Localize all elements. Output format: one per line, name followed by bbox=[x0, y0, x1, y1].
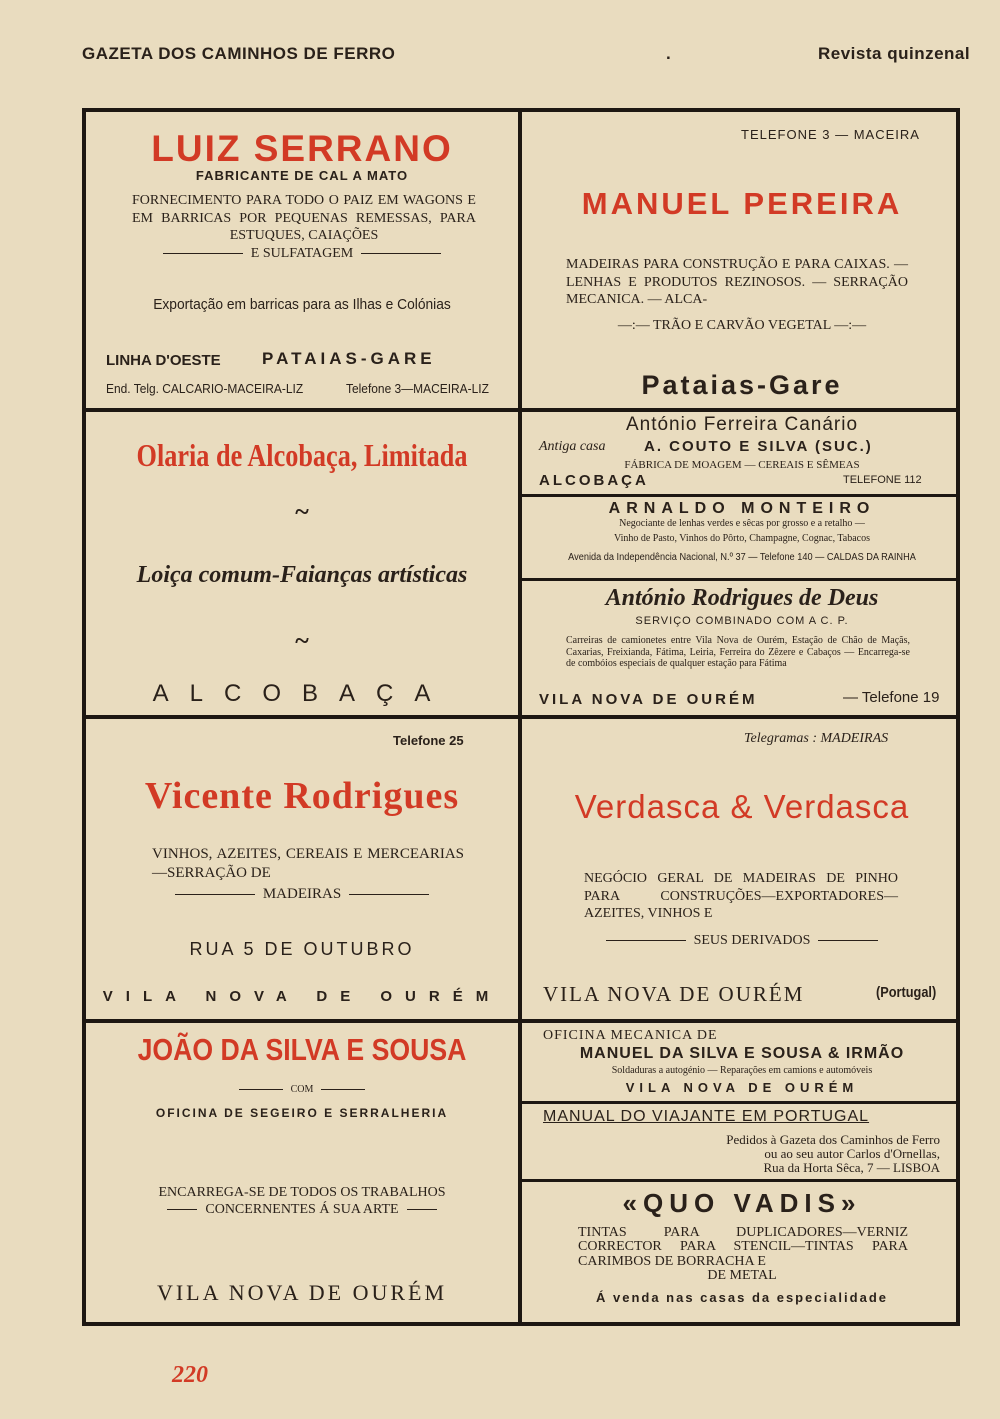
verdasca-country: (Portugal) bbox=[876, 984, 937, 1001]
deus-phone: — Telefone 19 bbox=[843, 689, 940, 706]
manual-line3: Rua da Horta Sêca, 7 — LISBOA bbox=[763, 1160, 940, 1175]
arnaldo-line1: Negociante de lenhas verdes e sêcas por grosso e a retalho — bbox=[619, 518, 865, 529]
canario-antiga: Antiga casa bbox=[539, 439, 606, 454]
manual-line2: ou ao seu autor Carlos d'Ornellas, bbox=[764, 1146, 940, 1161]
joao-com-row bbox=[96, 1084, 508, 1095]
canario-firm: A. COUTO E SILVA (SUC.) bbox=[644, 438, 873, 455]
page-number: 220 bbox=[172, 1362, 208, 1388]
verdasca-place: VILA NOVA DE OURÉM bbox=[543, 982, 805, 1006]
manual-line1: Pedidos à Gazeta dos Caminhos de Ferro bbox=[726, 1132, 940, 1147]
verdasca-telegram: Telegramas : MADEIRAS bbox=[744, 731, 889, 746]
vicente-place: VILA NOVA DE OURÉM bbox=[102, 988, 502, 1005]
arnaldo-name: ARNALDO MONTEIRO bbox=[608, 500, 876, 517]
luiz-serrano-export: Exportação em barricas para as Ilhas e Colónias bbox=[153, 296, 451, 313]
luiz-serrano-sub: FABRICANTE DE CAL A MATO bbox=[195, 168, 409, 183]
vicente-street: RUA 5 DE OUTUBRO bbox=[189, 939, 415, 959]
oficina-name: MANUEL DA SILVA E SOUSA & IRMÃO bbox=[579, 1045, 905, 1062]
manual-title: MANUAL DO VIAJANTE EM PORTUGAL bbox=[543, 1108, 870, 1125]
deus-sub: SERVIÇO COMBINADO COM A C. P. bbox=[635, 615, 849, 627]
manuel-pereira-body-last: —:— TRÃO E CARVÃO VEGETAL —:— bbox=[617, 318, 867, 333]
manuel-pereira-phone: TELEFONE 3 — MACEIRA bbox=[741, 127, 920, 142]
oficina-place: VILA NOVA DE OURÉM bbox=[625, 1080, 859, 1095]
arnaldo-line3: Avenida da Independência Nacional, N.º 37 — Telefone 140 — CALDAS DA RAINHA bbox=[568, 552, 916, 563]
joao-body2-row bbox=[96, 1202, 508, 1218]
row-divider-1 bbox=[84, 408, 958, 412]
canario-name: António Ferreira Canário bbox=[625, 414, 859, 435]
canario-desc: FÁBRICA DE MOAGEM — CEREAIS E SÊMEAS bbox=[624, 459, 860, 471]
luiz-serrano-telegraph: End. Telg. CALCARIO-MACEIRA-LIZ bbox=[106, 381, 304, 396]
quo-sale: Á venda nas casas da especialidade bbox=[595, 1290, 888, 1305]
joao-body1: ENCARREGA-SE DE TODOS OS TRABALHOS bbox=[158, 1185, 446, 1200]
row-divider-right-c bbox=[522, 1101, 958, 1104]
canario-phone: TELEFONE 112 bbox=[843, 474, 922, 486]
journal-title: GAZETA DOS CAMINHOS DE FERRO bbox=[82, 44, 396, 63]
quo-name: «QUO VADIS» bbox=[622, 1188, 862, 1218]
olaria-name: Olaria de Alcobaça, Limitada bbox=[136, 437, 468, 473]
vicente-phone: Telefone 25 bbox=[393, 733, 464, 748]
manuel-pereira-place: Pataias-Gare bbox=[641, 370, 843, 400]
luiz-serrano-body: FORNECIMENTO PARA TODO O PAIZ EM WAGONS E EM BARRICAS POR PEQUENAS REMESSAS, PARA ESTUQUES, CAIAÇÕES bbox=[132, 193, 476, 243]
verdasca-name: Verdasca & Verdasca bbox=[574, 788, 910, 825]
row-divider-3 bbox=[84, 1019, 958, 1023]
olaria-ornament-1: ~ bbox=[295, 497, 309, 526]
row-divider-right-d bbox=[522, 1179, 958, 1182]
manuel-pereira-body: MADEIRAS PARA CONSTRUÇÃO E PARA CAIXAS. — LENHAS E PRODUTOS REZINOSOS. — SERRAÇÃO MECANICA. — ALCA- bbox=[566, 257, 908, 307]
luiz-serrano-name: LUIZ SERRANO bbox=[151, 128, 453, 169]
deus-name: António Rodrigues de Deus bbox=[605, 585, 879, 611]
row-divider-right-a bbox=[522, 494, 958, 497]
verdasca-body-last: SEUS DERIVADOS bbox=[693, 933, 811, 948]
deus-place: VILA NOVA DE OURÉM bbox=[539, 691, 758, 708]
luiz-serrano-phone: Telefone 3—MACEIRA-LIZ bbox=[346, 381, 489, 396]
vicente-name: Vicente Rodrigues bbox=[144, 775, 460, 817]
luiz-serrano-station: PATAIAS-GARE bbox=[262, 349, 436, 368]
joao-body2: CONCERNENTES Á SUA ARTE bbox=[205, 1202, 399, 1217]
luiz-serrano-line: LINHA D'OESTE bbox=[106, 352, 221, 369]
vicente-body: VINHOS, AZEITES, CEREAIS E MERCEARIAS—SERRAÇÃO DE bbox=[152, 846, 464, 881]
row-divider-right-b bbox=[522, 578, 958, 581]
joao-name: JOÃO DA SILVA E SOUSA bbox=[137, 1032, 467, 1067]
olaria-place: ALCOBAÇA bbox=[152, 680, 452, 707]
canario-place: ALCOBAÇA bbox=[539, 472, 649, 489]
manuel-pereira-name: MANUEL PEREIRA bbox=[581, 186, 903, 221]
quo-body-last: DE METAL bbox=[707, 1268, 777, 1283]
header-dot: . bbox=[666, 44, 672, 63]
joao-place: VILA NOVA DE OURÉM bbox=[156, 1280, 448, 1305]
luiz-serrano-body-last: E SULFATAGEM bbox=[250, 246, 354, 261]
oficina-line1: OFICINA MECANICA DE bbox=[543, 1028, 718, 1043]
joao-com: COM bbox=[290, 1084, 314, 1095]
arnaldo-line2: Vinho de Pasto, Vinhos do Pôrto, Champagne, Cognac, Tabacos bbox=[613, 533, 871, 544]
luiz-serrano-body-last-row bbox=[96, 246, 508, 262]
verdasca-body-last-row bbox=[530, 933, 954, 949]
olaria-tagline: Loiça comum-Faianças artísticas bbox=[136, 562, 468, 588]
deus-body: Carreiras de camionetes entre Vila Nova de Ourém, Estação de Chão de Maçãs, Caxarias, Freixianda, Fátima, Leiria, Ferreira do Zêzere e Cabaços — Encarrega-se de combóios especiais de qualquer estação para Fátima bbox=[566, 635, 910, 669]
vicente-body-last-row bbox=[96, 886, 508, 903]
vicente-body-last: MADEIRAS bbox=[262, 886, 342, 902]
quo-body: TINTAS PARA DUPLICADORES—VERNIZ CORRECTOR PARA STENCIL—TINTAS PARA CARIMBOS DE BORRACHA E bbox=[578, 1225, 908, 1269]
olaria-ornament-2: ~ bbox=[295, 626, 309, 655]
joao-oficina: OFICINA DE SEGEIRO E SERRALHERIA bbox=[155, 1106, 449, 1120]
verdasca-body: NEGÓCIO GERAL DE MADEIRAS DE PINHO PARA CONSTRUÇÕES—EXPORTADORES—AZEITES, VINHOS E bbox=[584, 871, 898, 921]
oficina-desc: Soldaduras a autogénio — Reparações em camions e automóveis bbox=[611, 1065, 873, 1076]
row-divider-2 bbox=[84, 715, 958, 719]
journal-subtitle: Revista quinzenal bbox=[818, 44, 971, 63]
